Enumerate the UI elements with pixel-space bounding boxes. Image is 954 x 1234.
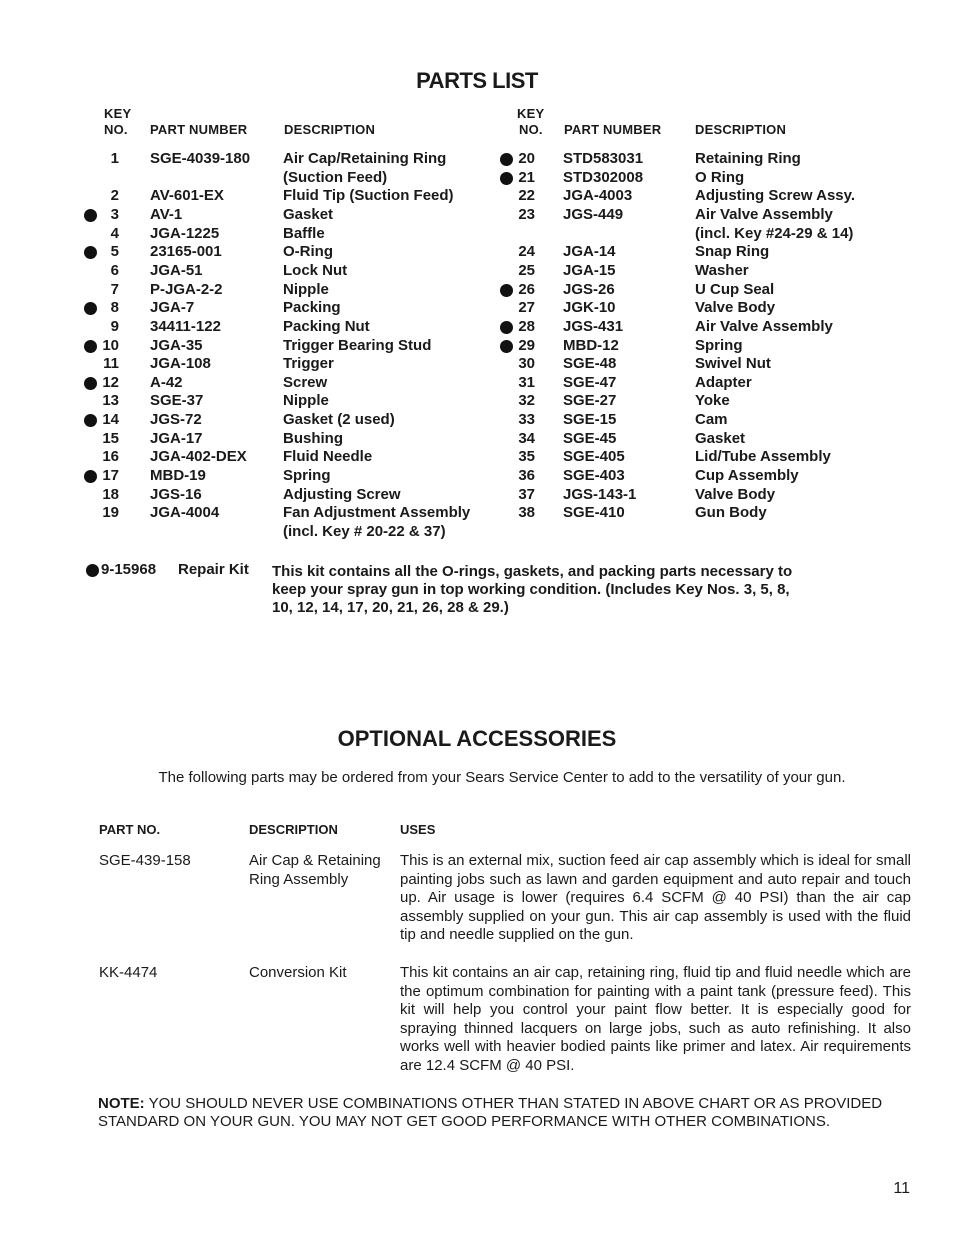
accessory-part-number: SGE-439-158: [99, 852, 191, 869]
key-number: 26: [518, 280, 535, 298]
accessory-uses: This is an external mix, suction feed air cap assembly which is ideal for small painting jobs such as lawn and garden equipment and auto repair and touch up. Air usage is lower (requires 6.4 SCFM @ 40 PSI) than the air cap assembly supplied on your gun. This air cap assembly is used with the fluid tip and needle supplied on the gun.: [400, 852, 911, 944]
page-number: 11: [893, 1180, 910, 1197]
part-number: MBD-12: [563, 336, 619, 354]
part-number: JGS-449: [563, 205, 624, 223]
table-row: [0, 486, 954, 505]
part-description: U Cup Seal: [695, 280, 775, 298]
part-number: JGA-108: [150, 355, 211, 373]
part-description: Lock Nut: [283, 261, 348, 279]
key-number: 32: [518, 392, 535, 410]
key-number: 33: [518, 411, 535, 429]
part-number: JGS-143-1: [563, 485, 637, 503]
note-text: YOU SHOULD NEVER USE COMBINATIONS OTHER THAN STATED IN ABOVE CHART OR AS PROVIDED STANDARD ON YOUR GUN. YOU MAY NOT GET GOOD PERFORMANCE WITH OTHER COMBINATIONS.: [98, 1095, 883, 1130]
key-number: 3: [110, 205, 119, 223]
repair-kit-bullet-icon: [86, 564, 99, 577]
part-description: Retaining Ring: [695, 150, 801, 167]
table-row: [0, 187, 954, 206]
part-number: SGE-48: [563, 355, 617, 373]
table-row: [0, 411, 954, 430]
key-number: 35: [518, 448, 535, 466]
part-number: MBD-19: [150, 467, 206, 485]
repair-kit-line-3: 10, 12, 14, 17, 20, 21, 26, 28 & 29.): [272, 599, 509, 616]
table-row: [0, 523, 954, 542]
part-number: STD583031: [563, 150, 644, 167]
repair-kit-line-1: This kit contains all the O-rings, gaskets, and packing parts necessary to: [272, 563, 793, 580]
key-number: 28: [518, 317, 535, 335]
part-description: Cam: [695, 411, 728, 429]
part-description: Valve Body: [695, 299, 776, 317]
table-row: [0, 225, 954, 244]
accessory-description-line-1: Air Cap & Retaining: [249, 852, 381, 869]
key-number: 29: [518, 336, 535, 354]
key-number: 17: [102, 467, 119, 485]
repair-kit-name: Repair Kit: [178, 561, 249, 578]
part-description: Lid/Tube Assembly: [695, 448, 831, 466]
part-description: (incl. Key #24-29 & 14): [695, 224, 854, 242]
key-number: 9: [110, 317, 119, 335]
key-number: 11: [103, 355, 119, 373]
key-number: 31: [518, 373, 535, 391]
key-number: 10: [102, 336, 119, 354]
part-number: SGE-405: [563, 448, 625, 466]
table-row: [0, 169, 954, 188]
part-number: SGE-27: [563, 392, 617, 410]
key-number: 16: [102, 448, 119, 466]
part-description: Air Valve Assembly: [695, 205, 833, 223]
part-number: JGA-17: [150, 429, 203, 447]
part-number: SGE-410: [563, 504, 625, 522]
part-description: Trigger Bearing Stud: [283, 336, 432, 354]
table-row: [0, 430, 954, 449]
part-description: Nipple: [283, 280, 329, 298]
accessory-description-line-1: Conversion Kit: [249, 964, 347, 981]
key-number: 15: [102, 429, 119, 447]
key-number: 27: [518, 299, 535, 317]
key-number: 18: [102, 485, 119, 503]
key-number: 36: [518, 467, 535, 485]
part-description: Trigger: [283, 355, 334, 373]
part-description: Adjusting Screw Assy.: [695, 187, 856, 205]
note: [98, 1095, 911, 1131]
key-header-line1-right: KEY: [517, 106, 545, 121]
part-number: JGK-10: [563, 299, 616, 317]
part-number: JGA-1225: [150, 224, 220, 242]
table-row: [0, 281, 954, 300]
key-number: 14: [102, 411, 119, 429]
part-number: AV-1: [150, 205, 183, 223]
table-row: [0, 337, 954, 356]
part-number-header: PART NUMBER: [150, 122, 248, 137]
table-row: [0, 355, 954, 374]
part-number: 23165-001: [150, 243, 222, 261]
part-number: JGA-7: [150, 299, 195, 317]
part-description: O Ring: [695, 168, 745, 186]
part-number: A-42: [150, 373, 183, 391]
key-number: 12: [102, 373, 119, 391]
key-number: 20: [518, 150, 535, 167]
part-description: Fluid Needle: [283, 448, 373, 466]
part-description: Gasket (2 used): [283, 411, 395, 429]
accessories-intro: The following parts may be ordered from your Sears Service Center to add to the versatility of your gun.: [158, 769, 846, 786]
part-description: Fluid Tip (Suction Feed): [283, 187, 454, 205]
key-number: 21: [518, 168, 535, 186]
part-description: Screw: [283, 373, 328, 391]
description-header-right: DESCRIPTION: [695, 122, 787, 137]
accessory-description-line-2: Ring Assembly: [249, 871, 349, 888]
key-number: 5: [110, 243, 119, 261]
accessory-part-number: KK-4474: [99, 964, 158, 981]
part-description: (incl. Key # 20-22 & 37): [283, 523, 446, 540]
part-number: JGA-4003: [563, 187, 633, 205]
key-number: 30: [518, 355, 535, 373]
key-number: 2: [110, 187, 119, 205]
part-description: Air Cap/Retaining Ring: [283, 150, 447, 167]
part-description: Valve Body: [695, 485, 776, 503]
table-row: [0, 504, 954, 523]
part-description: O-Ring: [283, 243, 333, 261]
part-description: (Suction Feed): [283, 168, 388, 186]
part-number: JGA-35: [150, 336, 203, 354]
part-number: JGS-72: [150, 411, 202, 429]
part-number: SGE-47: [563, 373, 617, 391]
table-row: [0, 318, 954, 337]
key-number: 38: [518, 504, 535, 522]
key-number: 24: [518, 243, 535, 261]
accessory-uses: This kit contains an air cap, retaining ring, fluid tip and fluid needle which are the optimum combination for painting with a paint tank (pressure feed). This kit will help you control your paint flow better. It is especially good for spraying thinned lacquers on large jobs, such as auto refinishing. It also works well with heavier bodied paints like primer and latex. Air requirements are 12.4 SCFM @ 40 PSI.: [400, 964, 911, 1074]
part-description: Nipple: [283, 392, 329, 410]
part-description: Bushing: [283, 429, 343, 447]
key-number: 1: [110, 150, 119, 167]
part-description: Baffle: [283, 224, 325, 242]
part-number: JGS-431: [563, 317, 624, 335]
part-description: Washer: [695, 261, 749, 279]
key-number: 8: [110, 299, 119, 317]
part-description: Gasket: [695, 429, 746, 447]
table-row: [0, 467, 954, 486]
table-row: [0, 448, 954, 467]
part-number: JGA-51: [150, 261, 203, 279]
part-number: SGE-4039-180: [150, 150, 251, 167]
key-header-line2-right: NO.: [519, 122, 543, 137]
table-row: [0, 150, 954, 169]
part-number: SGE-37: [150, 392, 204, 410]
key-header-line1: KEY: [104, 106, 132, 121]
part-number: STD302008: [563, 168, 644, 186]
part-description: Snap Ring: [695, 243, 770, 261]
part-description: Gasket: [283, 205, 334, 223]
key-number: 7: [110, 280, 119, 298]
part-description: Cup Assembly: [695, 467, 799, 485]
accessories-description-header: DESCRIPTION: [249, 822, 338, 837]
key-number: 34: [518, 429, 535, 447]
part-number: AV-601-EX: [150, 187, 224, 205]
table-row: [0, 374, 954, 393]
part-number: SGE-403: [563, 467, 625, 485]
table-row: [0, 392, 954, 411]
part-description: Spring: [695, 336, 743, 354]
repair-kit-part-number: 9-15968: [101, 561, 157, 578]
note-label: NOTE:: [98, 1095, 145, 1112]
key-number: 19: [102, 504, 119, 522]
part-description: Adapter: [695, 373, 752, 391]
part-number: 34411-122: [150, 317, 221, 335]
part-description: Fan Adjustment Assembly: [283, 504, 471, 522]
part-number: SGE-15: [563, 411, 617, 429]
table-row: [0, 299, 954, 318]
part-description: Packing: [283, 299, 341, 317]
part-number: JGA-402-DEX: [150, 448, 247, 466]
key-number: 23: [518, 205, 535, 223]
part-number-header-right: PART NUMBER: [564, 122, 662, 137]
key-number: 6: [110, 261, 119, 279]
key-number: 25: [518, 261, 535, 279]
accessories-uses-header: USES: [400, 822, 436, 837]
key-number: 4: [110, 224, 119, 242]
part-description: Packing Nut: [283, 317, 370, 335]
part-description: Gun Body: [695, 504, 767, 522]
part-number: JGA-14: [563, 243, 616, 261]
key-number: 13: [102, 392, 119, 410]
part-description: Swivel Nut: [695, 355, 771, 373]
part-number: JGS-26: [563, 280, 615, 298]
key-number: 37: [518, 485, 535, 503]
table-row: [0, 206, 954, 225]
part-number: JGA-15: [563, 261, 616, 279]
table-row: [0, 243, 954, 262]
part-description: Yoke: [695, 392, 730, 410]
part-description: Adjusting Screw: [283, 485, 401, 503]
repair-kit-line-2: keep your spray gun in top working condition. (Includes Key Nos. 3, 5, 8,: [272, 581, 790, 598]
optional-accessories-title: OPTIONAL ACCESSORIES: [337, 726, 617, 751]
part-number: JGS-16: [150, 485, 202, 503]
description-header: DESCRIPTION: [284, 122, 376, 137]
part-number: JGA-4004: [150, 504, 220, 522]
part-description: Spring: [283, 467, 331, 485]
part-number: SGE-45: [563, 429, 617, 447]
key-number: 22: [518, 187, 535, 205]
table-row: [0, 262, 954, 281]
part-description: Air Valve Assembly: [695, 317, 833, 335]
part-number: P-JGA-2-2: [150, 280, 223, 298]
accessories-part-no-header: PART NO.: [99, 822, 161, 837]
key-header-line2: NO.: [104, 122, 128, 137]
parts-list-title: PARTS LIST: [416, 68, 538, 93]
